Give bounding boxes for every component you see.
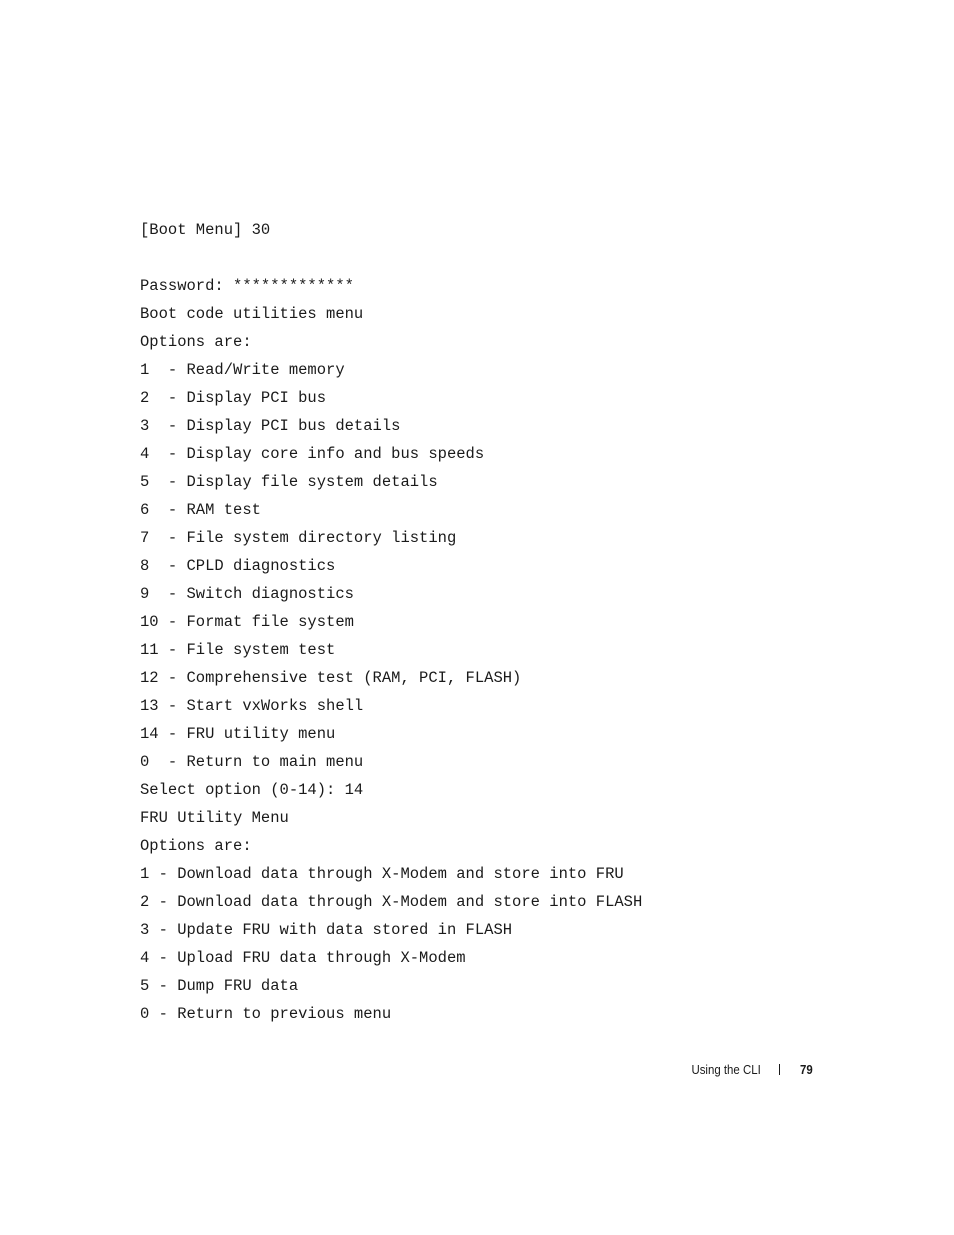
console-line: 0 - Return to previous menu: [140, 1005, 392, 1023]
console-line: 1 - Download data through X-Modem and store into FRU: [140, 865, 624, 883]
console-line: 1 - Read/Write memory: [140, 361, 345, 379]
console-line: 4 - Display core info and bus speeds: [140, 445, 485, 463]
console-line: 11 - File system test: [140, 641, 336, 659]
console-line: 0 - Return to main menu: [140, 753, 364, 771]
console-line: 14 - FRU utility menu: [140, 725, 336, 743]
console-line: 5 - Display file system details: [140, 473, 438, 491]
page-number: 79: [799, 1062, 813, 1077]
console-line: FRU Utility Menu: [140, 809, 289, 827]
console-line: Password: *************: [140, 277, 354, 295]
console-line: 7 - File system directory listing: [140, 529, 457, 547]
console-line: 2 - Download data through X-Modem and store into FLASH: [140, 893, 643, 911]
footer-section-title: Using the CLI: [691, 1062, 761, 1077]
console-line: 3 - Display PCI bus details: [140, 417, 401, 435]
console-line: Boot code utilities menu: [140, 305, 364, 323]
console-line: Options are:: [140, 837, 252, 855]
page-footer: [682, 1062, 814, 1077]
console-line: Options are:: [140, 333, 252, 351]
console-line: 5 - Dump FRU data: [140, 977, 299, 995]
footer-divider: [779, 1064, 780, 1075]
console-line: 2 - Display PCI bus: [140, 389, 327, 407]
console-line: 9 - Switch diagnostics: [140, 585, 354, 603]
console-line: 10 - Format file system: [140, 613, 354, 631]
console-line: 3 - Update FRU with data stored in FLASH: [140, 921, 513, 939]
console-line: 8 - CPLD diagnostics: [140, 557, 336, 575]
console-line: 13 - Start vxWorks shell: [140, 697, 364, 715]
console-line: 12 - Comprehensive test (RAM, PCI, FLASH): [140, 669, 522, 687]
console-line: 6 - RAM test: [140, 501, 261, 519]
console-line: 4 - Upload FRU data through X-Modem: [140, 949, 466, 967]
console-output: [140, 216, 840, 1028]
console-line: Select option (0-14): 14: [140, 781, 364, 799]
console-line: [Boot Menu] 30: [140, 221, 271, 239]
